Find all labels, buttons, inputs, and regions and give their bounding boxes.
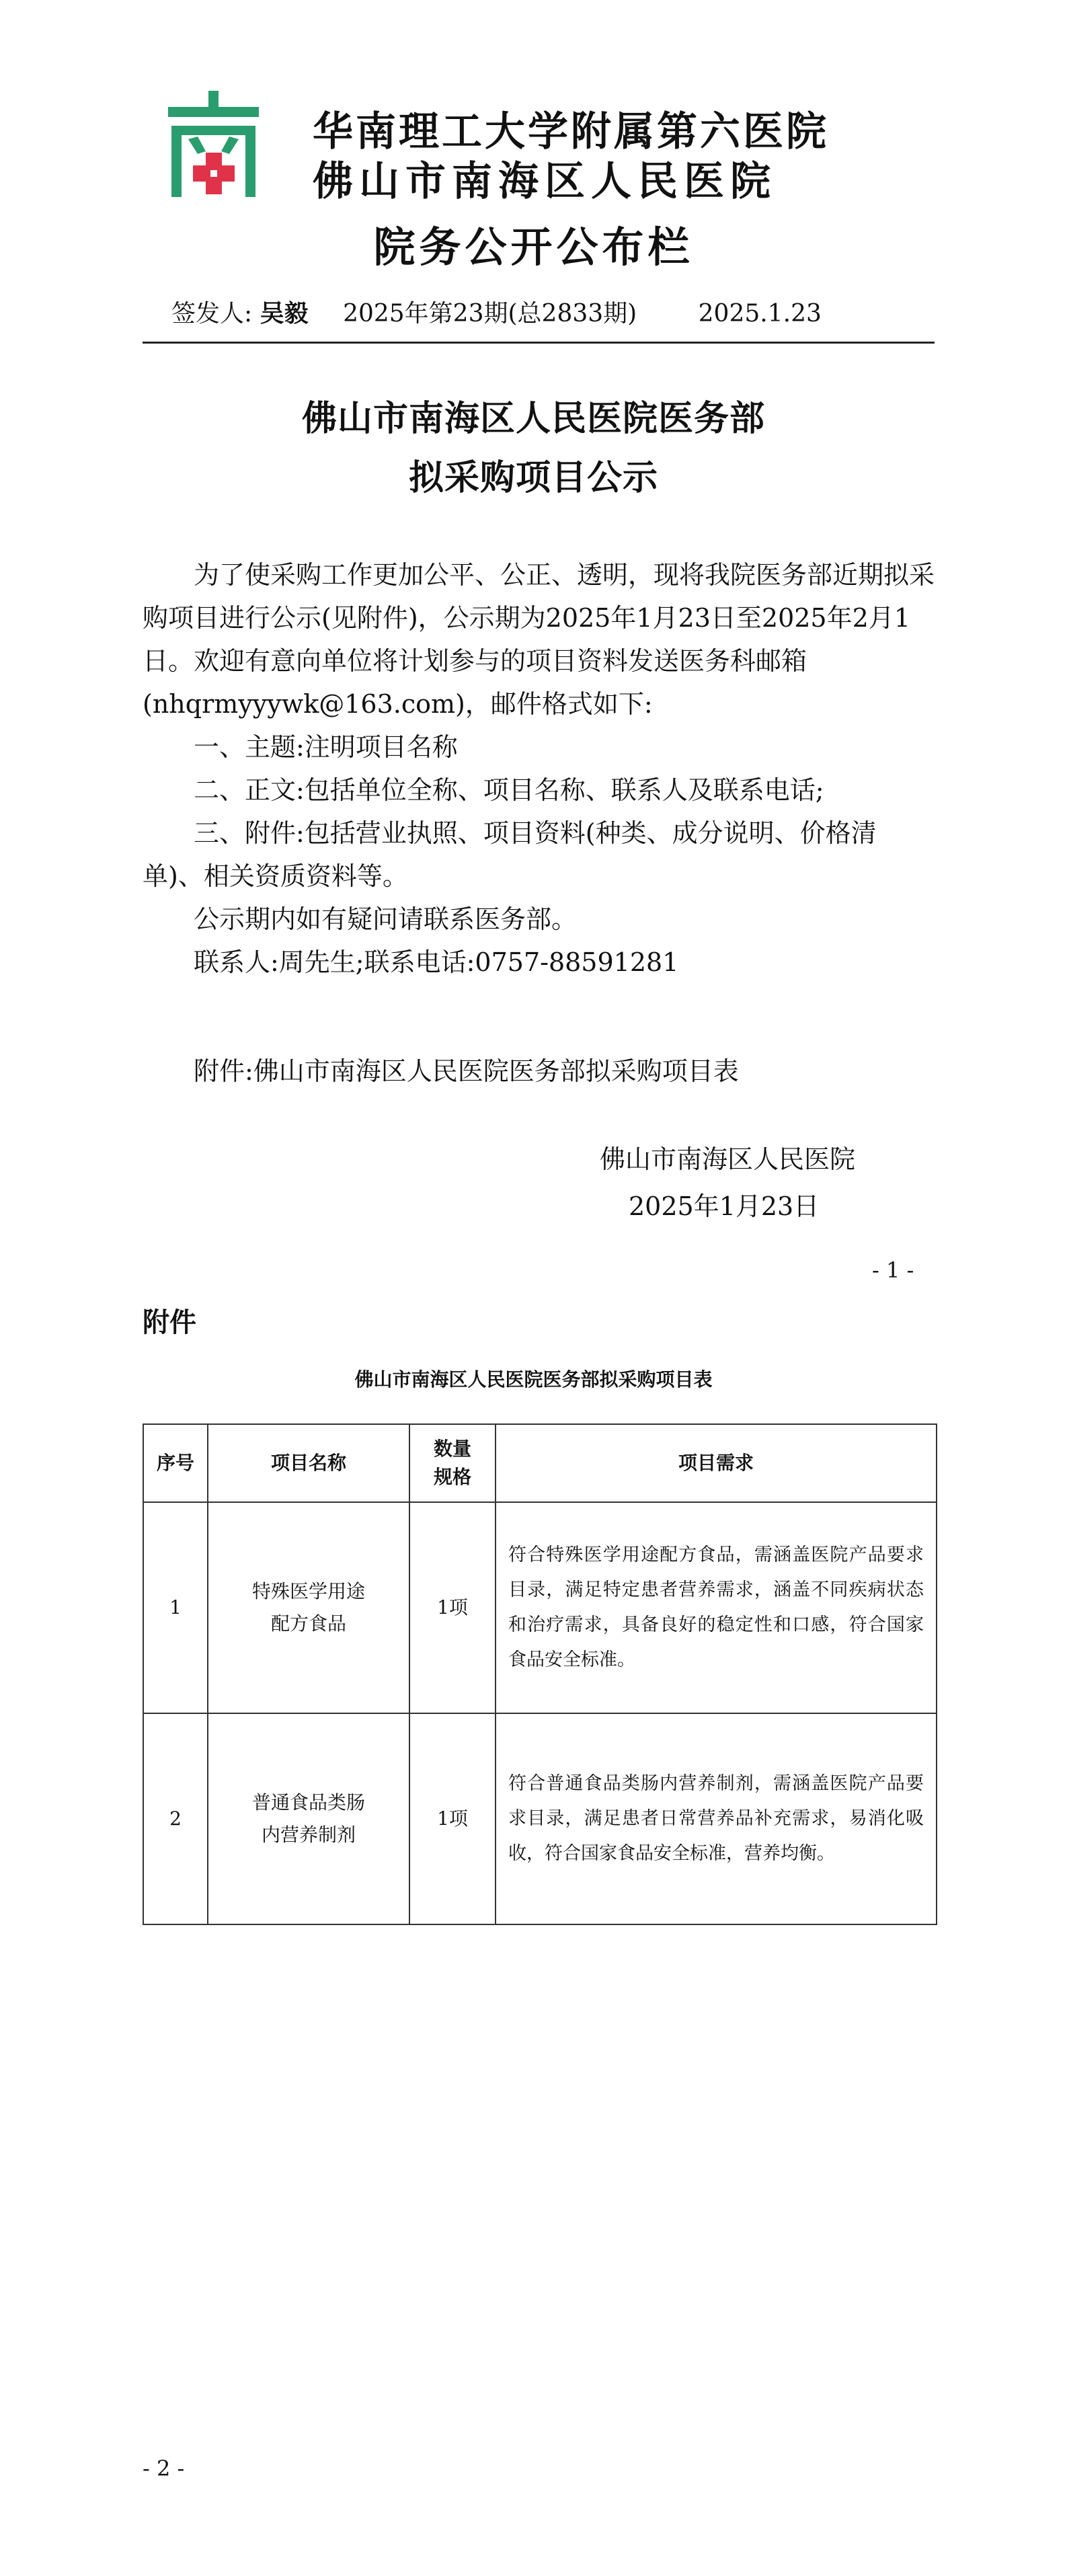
hospital-name-line1: 华南理工大学附属第六医院 bbox=[313, 108, 829, 155]
attachment-note: 附件:佛山市南海区人民医院医务部拟采购项目表 bbox=[194, 1056, 739, 1086]
notice-body bbox=[143, 553, 936, 984]
board-title: 院务公开公布栏 bbox=[373, 223, 694, 272]
column-header bbox=[409, 1424, 496, 1502]
table-row bbox=[143, 1713, 937, 1924]
column-header: 项目需求 bbox=[496, 1424, 937, 1502]
hospital-logo bbox=[168, 91, 259, 198]
signer-name: 吴毅 bbox=[260, 300, 309, 327]
item-name-text: 普通食品类肠内营养制剂 bbox=[251, 1791, 365, 1846]
notice-title-line1: 佛山市南海区人民医院医务部 bbox=[301, 399, 765, 439]
column-header-text: 数量规格 bbox=[433, 1438, 471, 1488]
item-quantity: 1项 bbox=[409, 1502, 496, 1713]
signer-label: 签发人: bbox=[171, 300, 253, 327]
body-paragraph: 联系人:周先生;联系电话:0757-88591281 bbox=[194, 947, 679, 977]
page-number: - 1 - bbox=[872, 1257, 914, 1283]
issue-date: 2025.1.23 bbox=[698, 300, 822, 327]
hospital-name-line2: 佛山市南海区人民医院 bbox=[313, 158, 777, 205]
procurement-table bbox=[143, 1423, 937, 1925]
table-row bbox=[143, 1502, 937, 1713]
header-divider bbox=[143, 342, 935, 344]
item-requirement: 符合普通食品类肠内营养制剂，需涵盖医院产品要求目录，满足患者日常营养品补充需求，易消化吸收，符合国家食品安全标准，营养均衡。 bbox=[496, 1713, 937, 1924]
issue-number: 2025年第23期(总2833期) bbox=[343, 300, 637, 327]
body-paragraph: 一、主题:注明项目名称 bbox=[194, 732, 458, 762]
notice-title-line2: 拟采购项目公示 bbox=[408, 458, 658, 498]
row-number: 2 bbox=[143, 1713, 208, 1924]
item-name bbox=[208, 1502, 409, 1713]
body-paragraph: 二、正文:包括单位全称、项目名称、联系人及联系电话; bbox=[194, 775, 824, 805]
attachment-heading: 附件 bbox=[143, 1307, 196, 1338]
signature-organization: 佛山市南海区人民医院 bbox=[600, 1144, 856, 1174]
body-paragraph: 公示期内如有疑问请联系医务部。 bbox=[194, 904, 578, 934]
signature-date: 2025年1月23日 bbox=[629, 1192, 820, 1221]
item-name bbox=[208, 1713, 409, 1924]
item-quantity: 1项 bbox=[409, 1713, 496, 1924]
body-paragraph: 三、附件:包括营业执照、项目资料(种类、成分说明、价格清单)、相关资质资料等。 bbox=[143, 818, 877, 891]
item-requirement: 符合特殊医学用途配方食品，需涵盖医院产品要求目录，满足特定患者营养需求，涵盖不同疾病状态和治疗需求，具备良好的稳定性和口感，符合国家食品安全标准。 bbox=[496, 1502, 937, 1713]
issue-line bbox=[171, 295, 822, 329]
body-paragraph: 为了使采购工作更加公平、公正、透明，现将我院医务部近期拟采购项目进行公示(见附件)，公示期为2025年1月23日至2025年2月1日。欢迎有意向单位将计划参与的项目资料发送医务科邮箱(nhqrmyyywk@163.com)，邮件格式如下: bbox=[143, 560, 935, 719]
column-header: 序号 bbox=[143, 1424, 208, 1502]
column-header: 项目名称 bbox=[208, 1424, 409, 1502]
item-name-text: 特殊医学用途配方食品 bbox=[251, 1580, 365, 1635]
row-number: 1 bbox=[143, 1502, 208, 1713]
table-header-row bbox=[143, 1424, 937, 1502]
table-caption: 佛山市南海区人民医院医务部拟采购项目表 bbox=[354, 1368, 713, 1391]
page-number: - 2 - bbox=[143, 2456, 185, 2481]
